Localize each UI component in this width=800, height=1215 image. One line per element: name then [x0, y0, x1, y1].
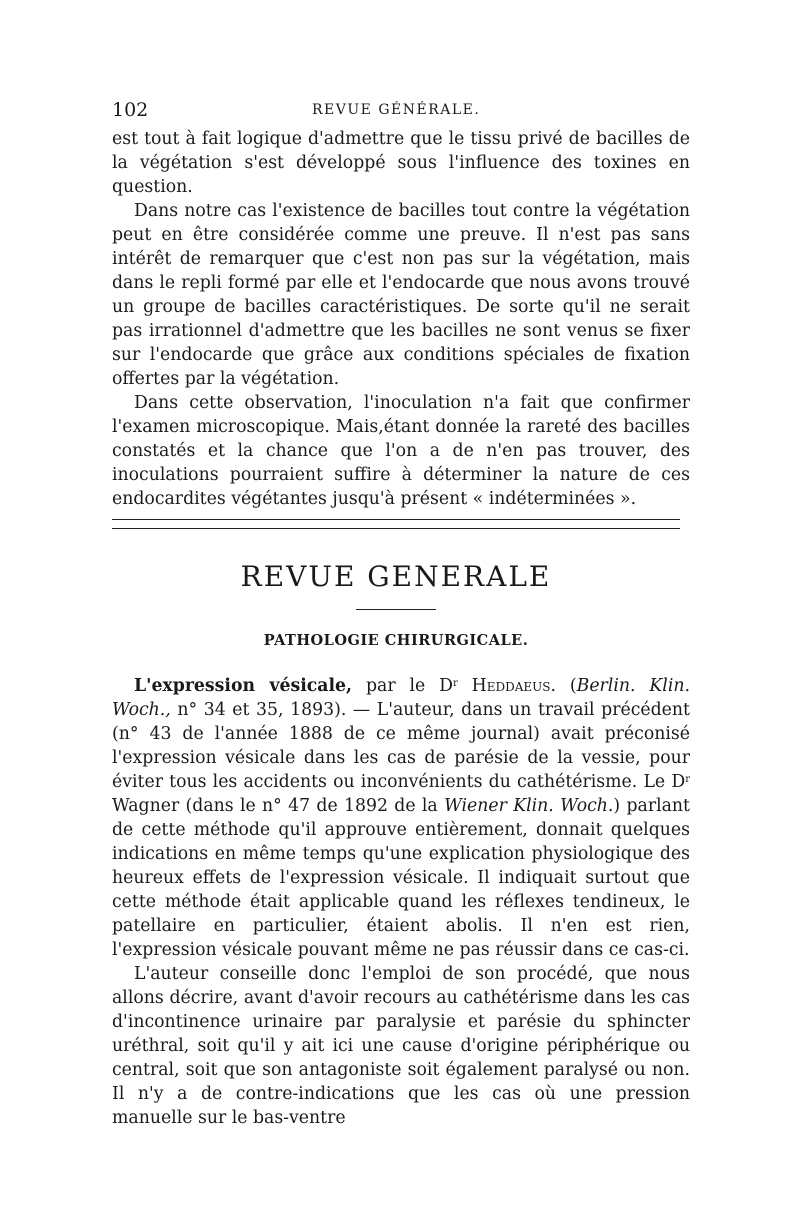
text-run: D — [439, 676, 453, 696]
section-title: REVUE GENERALE — [240, 560, 552, 593]
paragraph: est tout à fait logique d'admettre que le tissu privé de bacilles de la végétation s'est développé sous l'influence des toxines en question. — [112, 129, 690, 197]
article-heading: L'expression vésicale, — [134, 676, 353, 696]
text-run: Wagner (dans le n° 47 de 1892 de la — [112, 796, 445, 816]
superscript: r — [452, 678, 458, 689]
journal-title: Wiener Klin. Woch. — [444, 796, 614, 816]
page-number: 102 — [112, 99, 149, 121]
text-run: ( — [555, 676, 577, 696]
title-underline — [356, 609, 436, 610]
divider-rule — [112, 519, 680, 520]
paragraph — [112, 674, 690, 962]
journal-title: Berlin. Klin. Woch., — [112, 676, 690, 720]
previous-article-end — [112, 127, 690, 511]
text-run: D — [671, 772, 686, 792]
section-divider — [112, 519, 680, 529]
text-run: par le — [352, 676, 440, 696]
text-run: n° 34 et 35, 1893). — L'auteur, dans un travail précédent (n° 43 de l'année 1888 de ce même journal) avait préconisé l'expression vésicale dans les cas de parésie de la vessie, pour éviter tous les accidents ou inconvénients du cathétérisme. Le — [112, 700, 690, 792]
superscript: r — [685, 774, 690, 785]
paragraph: L'auteur conseille donc l'emploi de son procédé, que nous allons décrire, avant d'avoir recours au cathétérisme dans les cas d'incontinence urinaire par paralysie et parésie du sphincter uréthral, soit qu'il y ait ici une cause d'origine périphérique ou central, soit que son antagoniste soit également paralysé ou non. Il n'y a de contre-indications que les cas où une pression manuelle sur le bas-ventre — [112, 964, 690, 1128]
article — [112, 674, 690, 1130]
paragraph: Dans cette observation, l'inoculation n'a fait que confirmer l'examen microscopique. Mais,étant donnée la rareté des bacilles constatés et la chance que l'on a de n'en pas trouver, des inoculations pourraient suffire à déterminer la nature de ces endocardites végétantes jusqu'à présent « indéterminées ». — [112, 393, 690, 509]
divider-rule — [112, 528, 680, 529]
text-run: ) parlant de cette méthode qu'il approuve entièrement, donnait quelques indications en même temps qu'une explication physiologique des heureux effets de l'expression vésicale. Il indiquait surtout que cette méthode était applicable quand les réflexes tendineux, le patellaire en particulier, étaient abolis. Il n'en est rien, l'expression vésicale pouvant même ne pas réussir dans ce cas-ci. — [112, 796, 690, 960]
paragraph: Dans notre cas l'existence de bacilles tout contre la végétation peut en être considérée comme une preuve. Il n'est pas sans intérêt de remarquer que c'est non pas sur la végétation, mais dans le repli formé par elle et l'endocarde que nous avons trouvé un groupe de bacilles caractéristiques. De sorte qu'il ne serait pas irrationnel d'admettre que les bacilles ne sont venus se fixer sur l'endocarde que grâce aux conditions spéciales de fixation offertes par la végétation. — [112, 201, 690, 389]
running-title: REVUE GÉNÉRALE. — [312, 102, 481, 118]
page-header — [112, 99, 692, 123]
section-subtitle: PATHOLOGIE CHIRURGICALE. — [263, 632, 529, 649]
author-name: Heddaeus. — [471, 676, 556, 696]
